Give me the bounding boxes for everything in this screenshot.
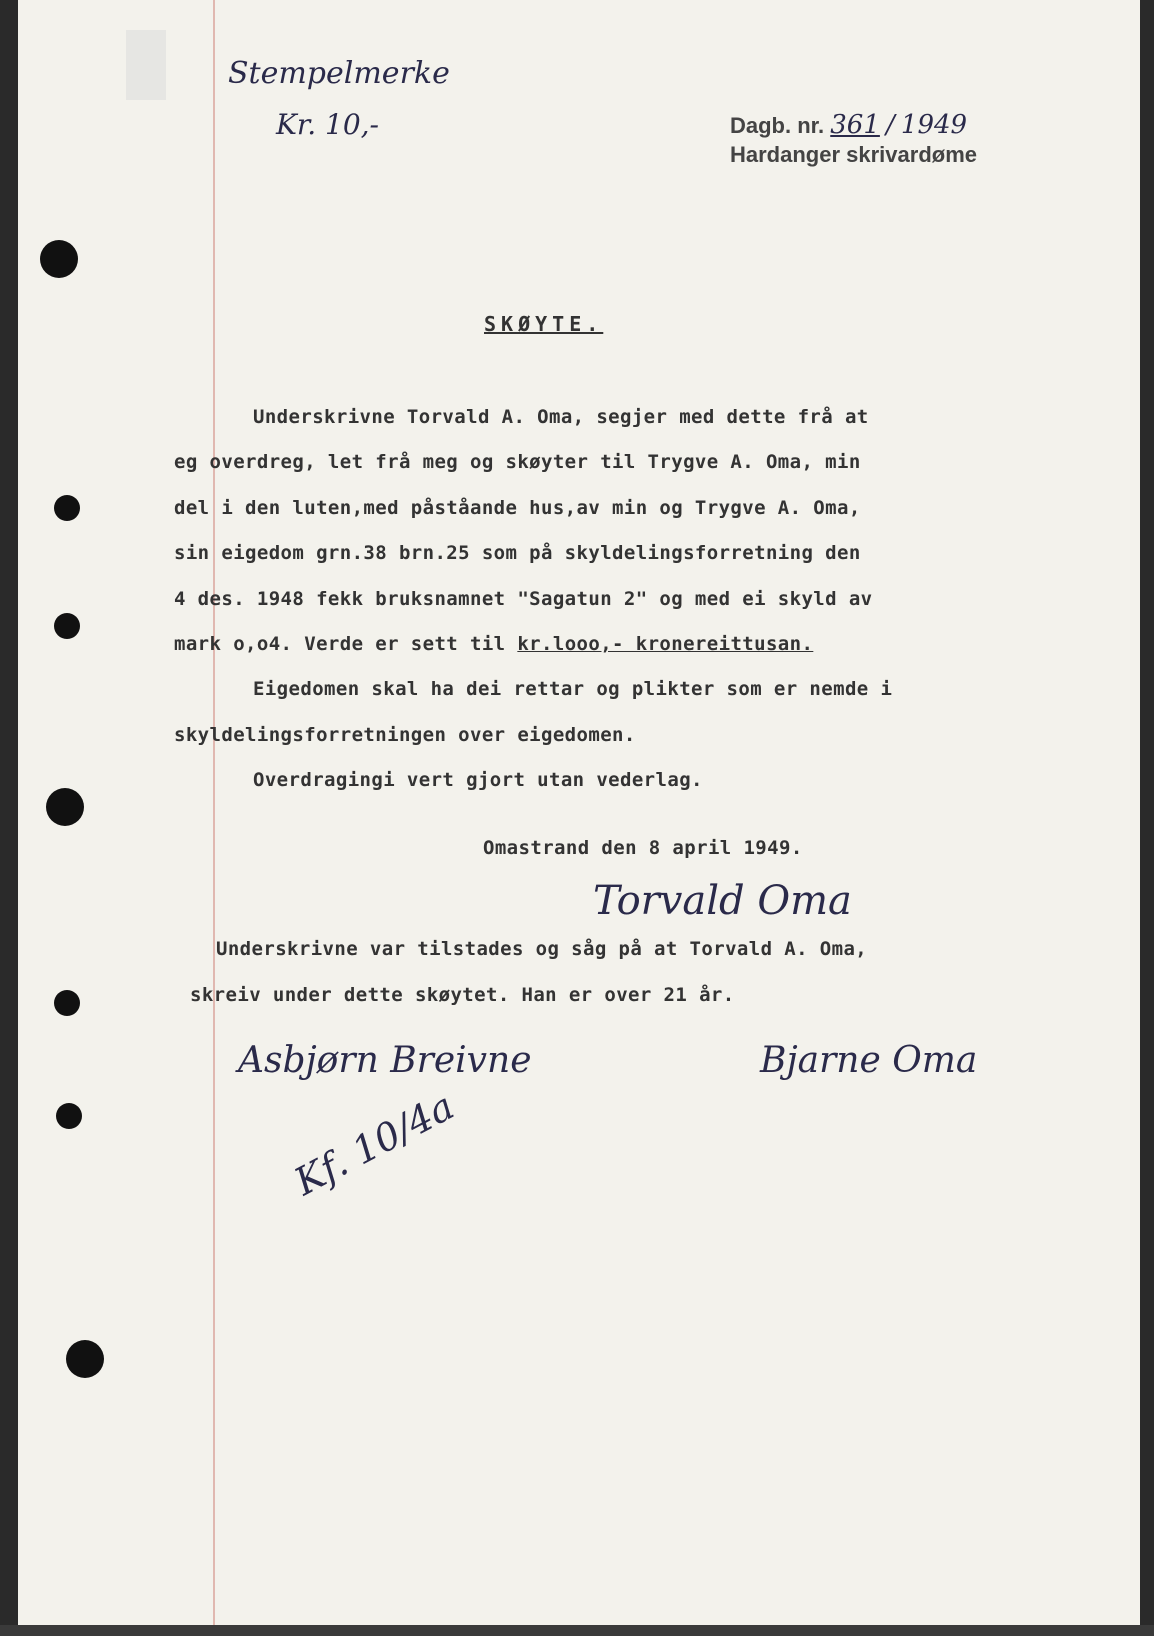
- witness-line: Underskrivne var tilstades og såg på at Torvald A. Oma,: [216, 938, 868, 960]
- witness1-signature: Asbjørn Breivne: [238, 1040, 532, 1081]
- date-line: Omastrand den 8 april 1949.: [483, 837, 803, 859]
- document-title: SKØYTE.: [484, 312, 604, 336]
- body-line: 4 des. 1948 fekk bruksnamnet "Sagatun 2" og med ei skyld av: [174, 588, 873, 610]
- scan-smudge: [126, 30, 166, 100]
- witness-line: skreiv under dette skøytet. Han er over 21 år.: [190, 984, 735, 1006]
- registry-number: 361: [830, 110, 880, 140]
- body-line: Eigedomen skal ha dei rettar og plikter som er nemde i: [253, 678, 893, 700]
- punch-hole: [54, 495, 80, 521]
- punch-hole: [56, 1103, 82, 1129]
- body-line: eg overdreg, let frå meg og skøyter til Trygve A. Oma, min: [174, 451, 861, 473]
- price-amount: kr.looo,- kronereittusan.: [517, 633, 814, 655]
- punch-hole: [66, 1340, 104, 1378]
- price-line-start: mark o,o4. Verde er sett til: [174, 633, 518, 655]
- witness2-signature: Bjarne Oma: [760, 1040, 978, 1081]
- body-line: del i den luten,med påståande hus,av min og Trygve A. Oma,: [174, 497, 861, 519]
- stamp-note-line2: Kr. 10,-: [276, 108, 380, 141]
- punch-hole: [54, 990, 80, 1016]
- body-line: Overdragingi vert gjort utan vederlag.: [253, 769, 703, 791]
- body-line: skyldelingsforretningen over eigedomen.: [174, 724, 636, 746]
- margin-line: [213, 0, 215, 1625]
- registry-separator: /: [886, 110, 895, 140]
- registry-year: 1949: [900, 110, 968, 140]
- body-line: sin eigedom grn.38 brn.25 som på skyldelingsforretning den: [174, 542, 861, 564]
- document-page: [18, 0, 1140, 1625]
- body-line-price: [174, 633, 813, 655]
- stamp-note-line1: Stempelmerke: [228, 56, 450, 91]
- registry-stamp-number-line: [730, 110, 967, 140]
- body-line: Underskrivne Torvald A. Oma, segjer med dette frå at: [253, 406, 869, 428]
- registry-office: Hardanger skrivardøme: [730, 142, 977, 167]
- scan-edge: [0, 1625, 1154, 1636]
- punch-hole: [54, 613, 80, 639]
- punch-hole: [46, 788, 84, 826]
- initials-mark: Kf. 10/4a: [287, 1083, 461, 1204]
- registry-prefix: Dagb. nr.: [730, 113, 825, 138]
- punch-hole: [40, 240, 78, 278]
- seller-signature: Torvald Oma: [593, 878, 852, 924]
